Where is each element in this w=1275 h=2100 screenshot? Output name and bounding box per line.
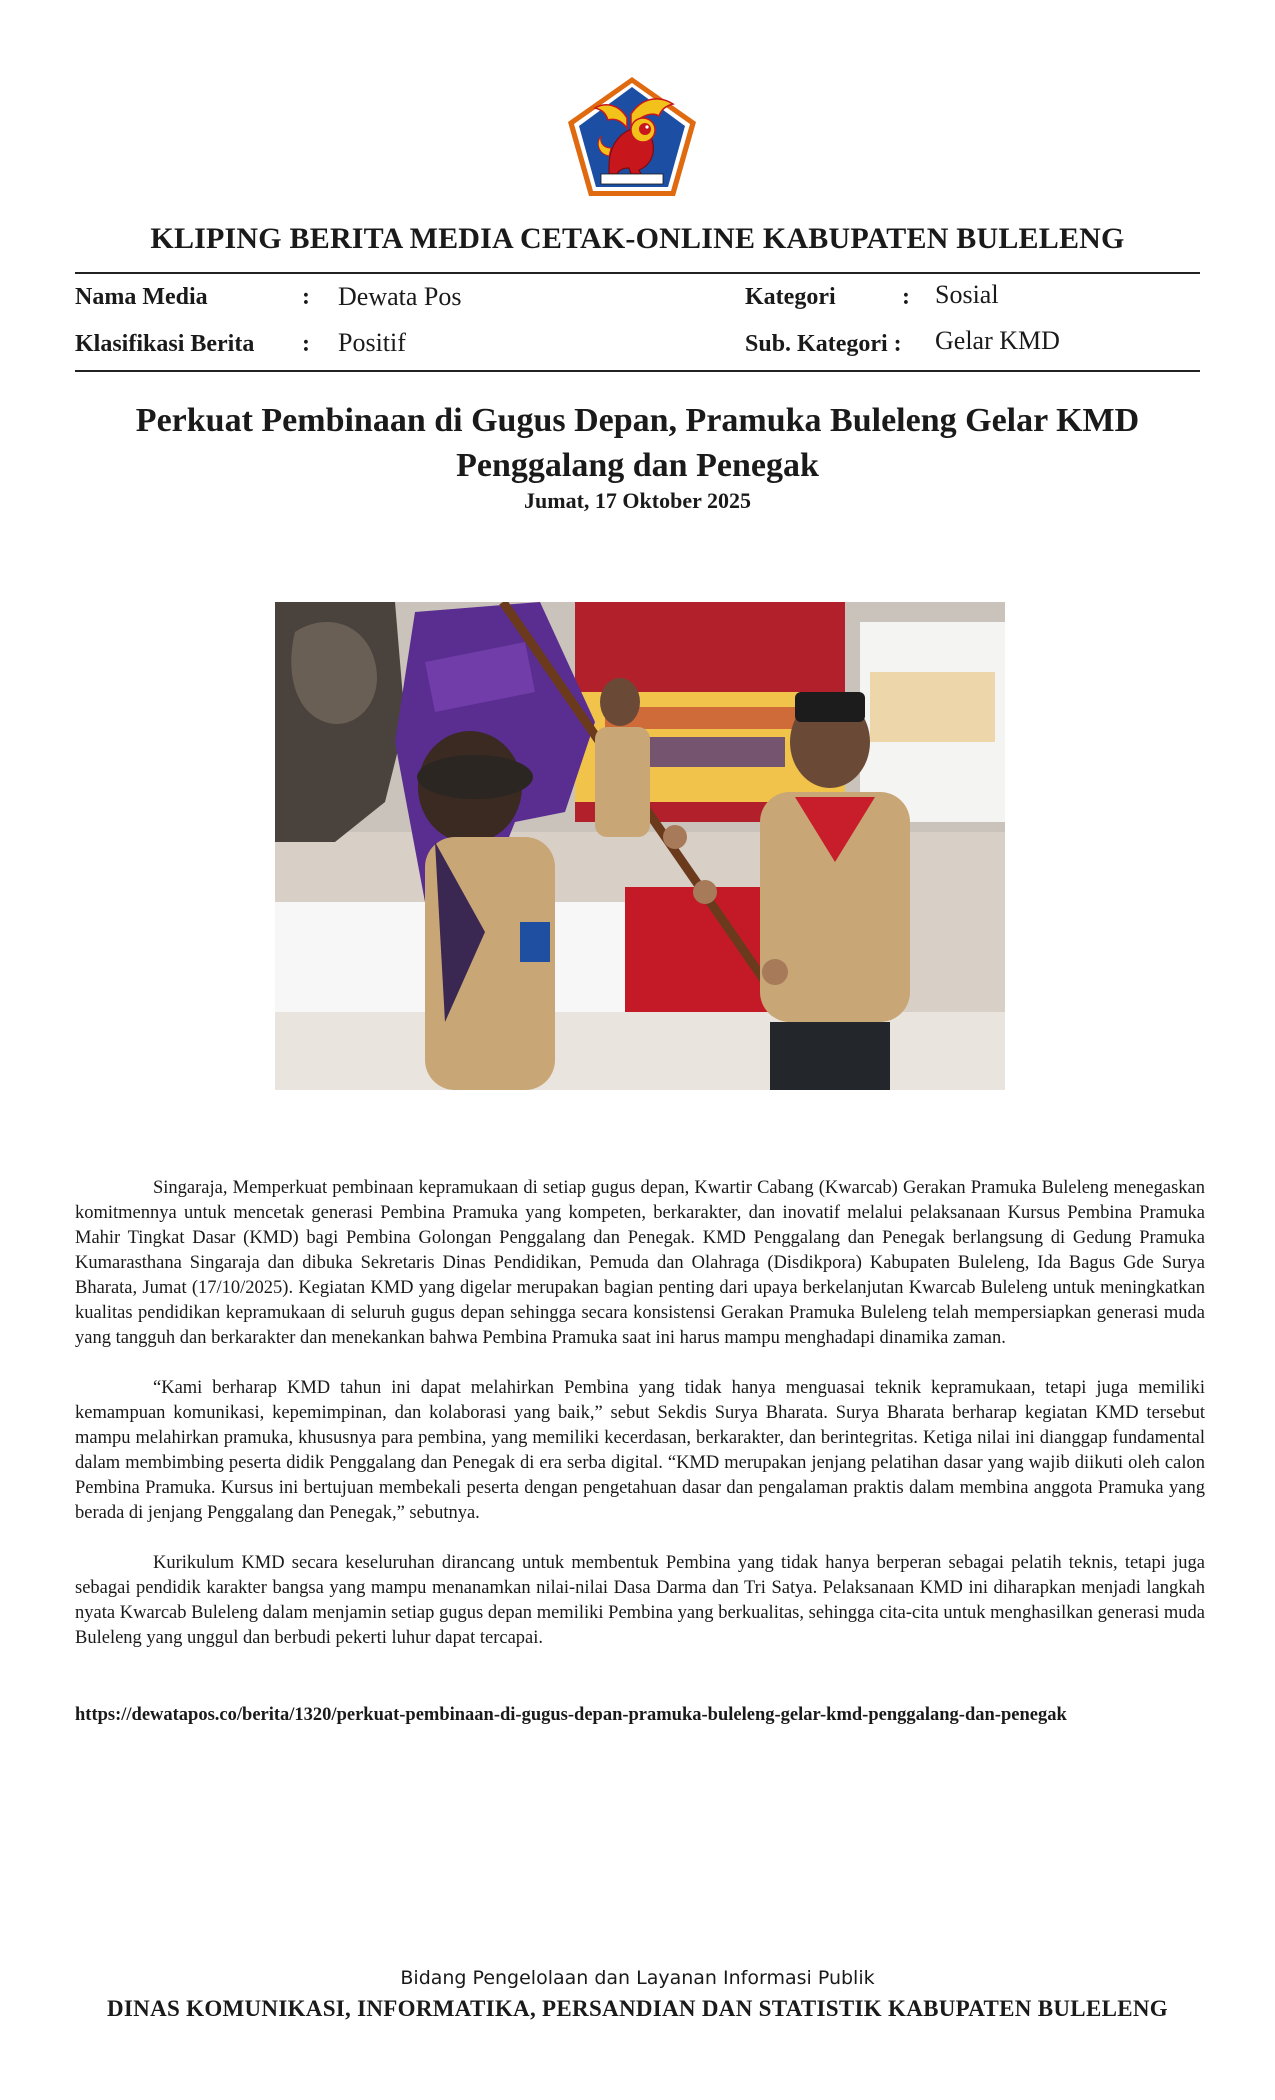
article-headline: Perkuat Pembinaan di Gugus Depan, Pramuka Buleleng Gelar KMD Penggalang dan Penegak: [135, 402, 1140, 484]
meta-divider: [75, 370, 1200, 372]
article-body: [75, 1176, 1205, 1676]
kategori-colon: :: [902, 284, 910, 310]
article-date: Jumat, 17 Oktober 2025: [524, 488, 751, 513]
article-paragraph-3: Kurikulum KMD secara keseluruhan dirancang untuk membentuk Pembina yang tidak hanya berperan sebagai pelatih teknis, tetapi juga sebagai pendidik karakter bangsa yang mampu menanamkan nilai-nilai Dasa Darma dan Tri Satya. Pelaksanaan KMD ini diharapkan menjadi langkah nyata Kwarcab Buleleng dalam menjamin setiap gugus depan memiliki Pembina yang berkualitas, sehingga cita-cita untuk menghasilkan generasi muda Buleleng yang unggul dan berbudi pekerti luhur dapat tercapai.: [75, 1553, 1205, 1648]
media-value: Dewata Pos: [338, 282, 462, 311]
subkategori-value: Gelar KMD: [935, 326, 1060, 355]
article-paragraph-2: “Kami berharap KMD tahun ini dapat melahirkan Pembina yang tidak hanya menguasai teknik kepramukaan, tetapi juga memiliki kemampuan komunikasi, kepemimpinan, dan kolaborasi yang baik,” sebut Sekdis Surya Bharata. Surya Bharata berharap kegiatan KMD tersebut mampu melahirkan pramuka, khususnya para pembina, yang memiliki kecerdasan, berkarakter, dan berintegritas. Ketiga nilai ini dianggap fundamental dalam membimbing peserta didik Penggalang dan Penegak di era serba digital. “KMD merupakan jenjang pelatihan dasar yang wajib diikuti oleh calon Pembina Pramuka. Kursus ini bertujuan membekali peserta dengan pengetahuan dasar dan pengalaman praktis dalam membina anggota Pramuka yang berada di jenjang Penggalang dan Penegak,” sebutnya.: [75, 1378, 1205, 1523]
klasifikasi-colon: :: [302, 331, 310, 357]
subkategori-label: Sub. Kategori :: [745, 331, 902, 357]
footer-unit: Bidang Pengelolaan dan Layanan Informasi Publik: [400, 1967, 875, 1989]
klasifikasi-label: Klasifikasi Berita: [75, 331, 255, 357]
kategori-label: Kategori: [745, 284, 836, 310]
regency-logo: [565, 74, 699, 200]
header-divider: [75, 272, 1200, 274]
kliping-title: KLIPING BERITA MEDIA CETAK-ONLINE KABUPATEN BULELENG: [150, 222, 1125, 255]
photo-illustration: [275, 602, 1005, 1090]
singa-ambara-raja-emblem-icon: [565, 74, 699, 200]
source-link[interactable]: https://dewatapos.co/berita/1320/perkuat-pembinaan-di-gugus-depan-pramuka-buleleng-gelar-kmd-penggalang-dan-penegak: [75, 1705, 1067, 1725]
media-colon: :: [302, 284, 310, 310]
flag-handover-photo: [275, 602, 1005, 1090]
klasifikasi-value: Positif: [338, 328, 406, 357]
kategori-value: Sosial: [935, 280, 999, 309]
media-label: Nama Media: [75, 284, 208, 310]
footer-agency: DINAS KOMUNIKASI, INFORMATIKA, PERSANDIAN DAN STATISTIK KABUPATEN BULELENG: [107, 1996, 1168, 2021]
article-paragraph-1: Singaraja, Memperkuat pembinaan kepramukaan di setiap gugus depan, Kwartir Cabang (Kwarcab) Gerakan Pramuka Buleleng menegaskan komitmennya untuk mencetak generasi Pembina Pramuka yang kompeten, berkarakter, dan inovatif melalui pelaksanaan Kursus Pembina Pramuka Mahir Tingkat Dasar (KMD) bagi Pembina Golongan Penggalang dan Penegak. KMD Penggalang dan Penegak berlangsung di Gedung Pramuka Kumarasthana Singaraja dan dibuka Sekretaris Dinas Pendidikan, Pemuda dan Olahraga (Disdikpora) Kabupaten Buleleng, Ida Bagus Gde Surya Bharata, Jumat (17/10/2025). Kegiatan KMD yang digelar merupakan bagian penting dari upaya berkelanjutan Kwarcab Buleleng untuk meningkatkan kualitas pendidikan kepramukaan di seluruh gugus depan sehingga secara konsistensi Gerakan Pramuka Buleleng telah mempersiapkan generasi muda yang tangguh dan berkarakter dan menekankan bahwa Pembina Pramuka saat ini harus mampu menghadapi dinamika zaman.: [75, 1178, 1205, 1348]
